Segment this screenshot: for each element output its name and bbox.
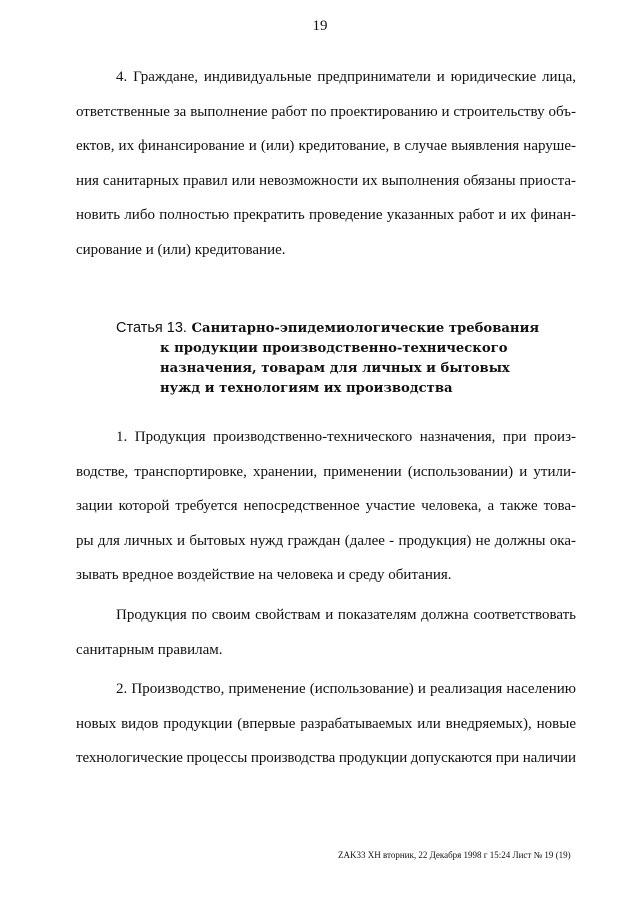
text-line: 4. Граждане, индивидуальные предприниматели и юридические лица, xyxy=(116,69,576,85)
paragraph-1b xyxy=(76,598,576,667)
text-line: ры для личных и бытовых нужд граждан (далее - продукция) не должны ока- xyxy=(76,532,576,549)
text-line: ответственные за выполнение работ по проектированию и строительству объ- xyxy=(76,103,576,120)
article-title-part: Санитарно-эпидемиологические требования xyxy=(191,321,540,336)
text-line: новить либо полностью прекратить проведение указанных работ и их финан- xyxy=(76,207,576,223)
article-title-line: назначения, товарам для личных и бытовых xyxy=(160,361,510,376)
text-line: зывать вредное воздействие на человека и среду обитания. xyxy=(76,567,452,583)
text-line: Продукция по своим свойствам и показателям должна соответствовать xyxy=(116,607,576,623)
page-footer: ZAK33 XH вторник, 22 Декабря 1998 г 15:24 Лист № 19 (19) xyxy=(338,850,571,860)
text-line: технологические процессы производства продукции допускаются при наличии xyxy=(76,750,576,766)
page-number: 19 xyxy=(312,18,328,34)
text-line: 1. Продукция производственно-технического назначения, при произ- xyxy=(116,429,576,445)
text-line: ектов, их финансирование и (или) кредитование, в случае выявления наруше- xyxy=(76,138,576,154)
text-line: ния санитарных правил или невозможности их выполнения обязаны приоста- xyxy=(76,172,576,189)
paragraph-2 xyxy=(76,672,576,776)
text-line: 2. Производство, применение (использование) и реализация населению xyxy=(116,681,576,697)
article-label: Статья 13. xyxy=(116,320,187,336)
article-title-line: к продукции производственно-технического xyxy=(160,341,508,356)
article-title-line: нужд и технологиям их производства xyxy=(160,381,453,396)
article-heading xyxy=(116,318,586,399)
text-line: зации которой требуется непосредственное участие человека, а также това- xyxy=(76,498,576,514)
text-line: водстве, транспортировке, хранении, применении (использовании) и утили- xyxy=(76,463,576,480)
text-line: сирование и (или) кредитование. xyxy=(76,241,286,258)
paragraph-1 xyxy=(76,420,576,593)
text-line: санитарным правилам. xyxy=(76,641,223,658)
paragraph-4 xyxy=(76,60,576,267)
text-line: новых видов продукции (впервые разрабатываемых или внедряемых), новые xyxy=(76,715,576,732)
article-title-line xyxy=(116,318,586,339)
